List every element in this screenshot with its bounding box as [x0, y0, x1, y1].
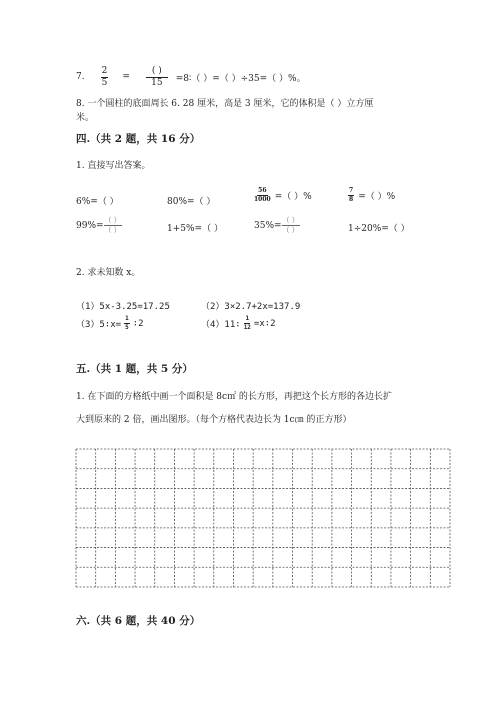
equation-2: （2）3×2.7+2x=137.9 [201, 302, 301, 312]
denominator: 8 [349, 196, 354, 203]
numerator-blank: （ ） [282, 216, 299, 224]
denominator-blank: （ ） [104, 226, 121, 234]
equation-3-prefix: （3）5∶x= [76, 320, 122, 330]
q8-line-1: 8. 一个圆柱的底面周长 6. 28 厘米，高是 3 厘米，它的体积是（ ）立方厘 [76, 99, 374, 109]
q7-frac2-denominator: 15 [151, 77, 163, 88]
section-5-q1-line-1: 1. 在下面的方格纸中画一个面积是 8c㎡ 的长方形，再把这个长方形的各边长扩 [76, 392, 392, 402]
equation-4 [201, 316, 276, 331]
section-4-q1-title: 1. 直接写出答案。 [76, 161, 151, 171]
calc-1-plus-5-percent: 1+5%=（ ） [167, 224, 223, 234]
fraction-1-12 [244, 316, 251, 331]
equation-3-rest: ∶2 [132, 318, 144, 329]
numerator: 1 [125, 315, 129, 322]
section-6-heading: 六.（共 6 题，共 40 分） [76, 615, 201, 627]
equation-4-prefix: （4）11∶ [201, 320, 241, 330]
fraction-56-1000 [254, 188, 271, 203]
denominator: 5 [125, 324, 129, 331]
q7-frac1-numerator: 2 [101, 65, 108, 76]
fraction-1-5 [124, 316, 130, 331]
fraction-7-8 [348, 188, 354, 203]
calc-56-over-1000 [254, 188, 312, 203]
equation-4-rest: =x∶2 [253, 318, 276, 329]
numerator-blank: （ ） [104, 216, 121, 224]
calc-56-answer: =（ ）% [274, 192, 312, 202]
q8-line-2: 米。 [76, 113, 95, 123]
q7-rest: =8∶（ ）=（ ）÷35=（ ）%。 [175, 73, 306, 84]
equation-1: （1）5x-3.25=17.25 [76, 302, 170, 312]
drawing-grid[interactable] [75, 448, 451, 588]
section-4-q2-title: 2. 求未知数 x。 [76, 268, 141, 278]
calc-35-percent [254, 217, 300, 234]
calc-99-percent [76, 217, 122, 234]
q7-number: 7. [76, 72, 85, 82]
equation-3 [76, 316, 144, 331]
denominator: 12 [243, 324, 251, 331]
calc-6-percent: 6%=（ ） [76, 197, 119, 207]
section-4-heading: 四.（共 2 题，共 16 分） [76, 133, 201, 145]
numerator: 1 [245, 315, 250, 322]
denominator: 1000 [254, 196, 271, 203]
fraction-blank [282, 217, 300, 234]
numerator: 56 [258, 187, 267, 194]
calc-1-div-20-percent: 1÷20%=（ ） [348, 224, 410, 234]
denominator-blank: （ ） [282, 226, 299, 234]
calc-7-over-8 [348, 188, 395, 203]
q7-line [76, 66, 306, 88]
q7-equals: = [122, 72, 130, 82]
section-5-heading: 五.（共 1 题，共 5 分） [76, 363, 193, 375]
numerator: 7 [349, 187, 354, 194]
q7-fraction-1 [101, 67, 109, 88]
calc-7-8-answer: =（ ）% [358, 192, 396, 202]
fraction-blank [104, 217, 122, 234]
q7-frac2-numerator: ( ) [146, 67, 168, 78]
q7-frac1-denominator: 5 [101, 77, 108, 88]
calc-99-prefix: 99%= [76, 220, 104, 231]
q7-fraction-2 [146, 67, 168, 88]
calc-80-percent: 80%=（ ） [167, 197, 216, 207]
calc-35-prefix: 35%= [254, 220, 282, 231]
section-5-q1-line-2: 大到原来的 2 倍，画出图形。（每个方格代表边长为 1c㎝ 的正方形） [76, 415, 352, 425]
